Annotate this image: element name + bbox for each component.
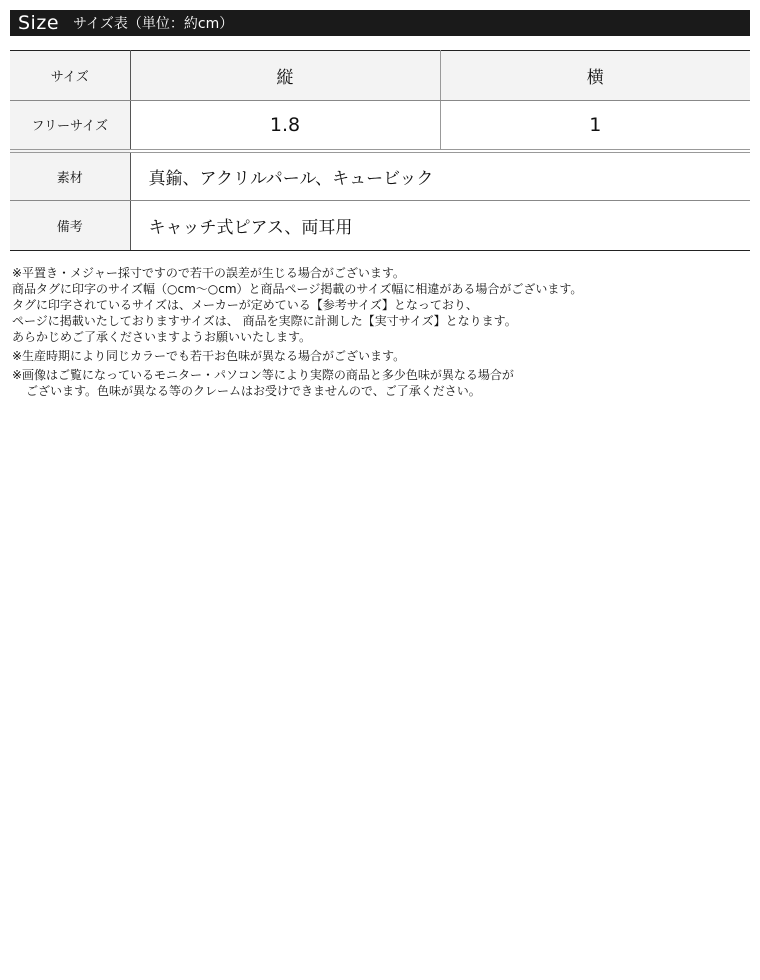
note-line: ※平置き・メジャー採寸ですので若干の誤差が生じる場合がございます。 (12, 266, 405, 280)
note-line: あらかじめご了承くださいますようお願いいたします。 (12, 330, 312, 344)
width-value: 1 (440, 101, 750, 151)
table-row-free-size (10, 101, 750, 151)
note-line: ※生産時期により同じカラーでも若干お色味が異なる場合がございます。 (12, 349, 406, 363)
length-value: 1.8 (130, 101, 440, 151)
size-header-bar (10, 10, 750, 36)
note-line: タグに印字されているサイズは、メーカーが定めている【参考サイズ】となっており、 (12, 298, 478, 312)
remarks-label: 備考 (10, 201, 130, 251)
table-header-row (10, 51, 750, 101)
size-title-jp: サイズ表（単位：約cm） (73, 16, 234, 32)
note-line: 商品タグに印字のサイズ幅（○cm〜○cm）と商品ページ掲載のサイズ幅に相違がある場合がございます。 (12, 282, 583, 296)
material-value: 真鍮、アクリルパール、キュービック (130, 151, 750, 201)
table-row-remarks (10, 201, 750, 251)
notes-section (12, 265, 748, 399)
size-title-en: Size (18, 12, 60, 34)
note-line: ※画像はご覧になっているモニター・パソコン等により実際の商品と多少色味が異なる場合が (12, 368, 514, 382)
free-size-label: フリーサイズ (10, 101, 130, 151)
size-label-header: サイズ (10, 51, 130, 101)
note-line: ございます。色味が異なる等のクレームはお受けできませんので、ご了承ください。 (26, 384, 481, 398)
size-table (10, 50, 750, 251)
width-header: 横 (440, 51, 750, 101)
table-row-material (10, 151, 750, 201)
material-label: 素材 (10, 151, 130, 201)
length-header: 縦 (130, 51, 440, 101)
note-line: ページに掲載いたしておりますサイズは、 商品を実際に計測した【実寸サイズ】となります。 (12, 314, 517, 328)
remarks-value: キャッチ式ピアス、両耳用 (130, 201, 750, 251)
